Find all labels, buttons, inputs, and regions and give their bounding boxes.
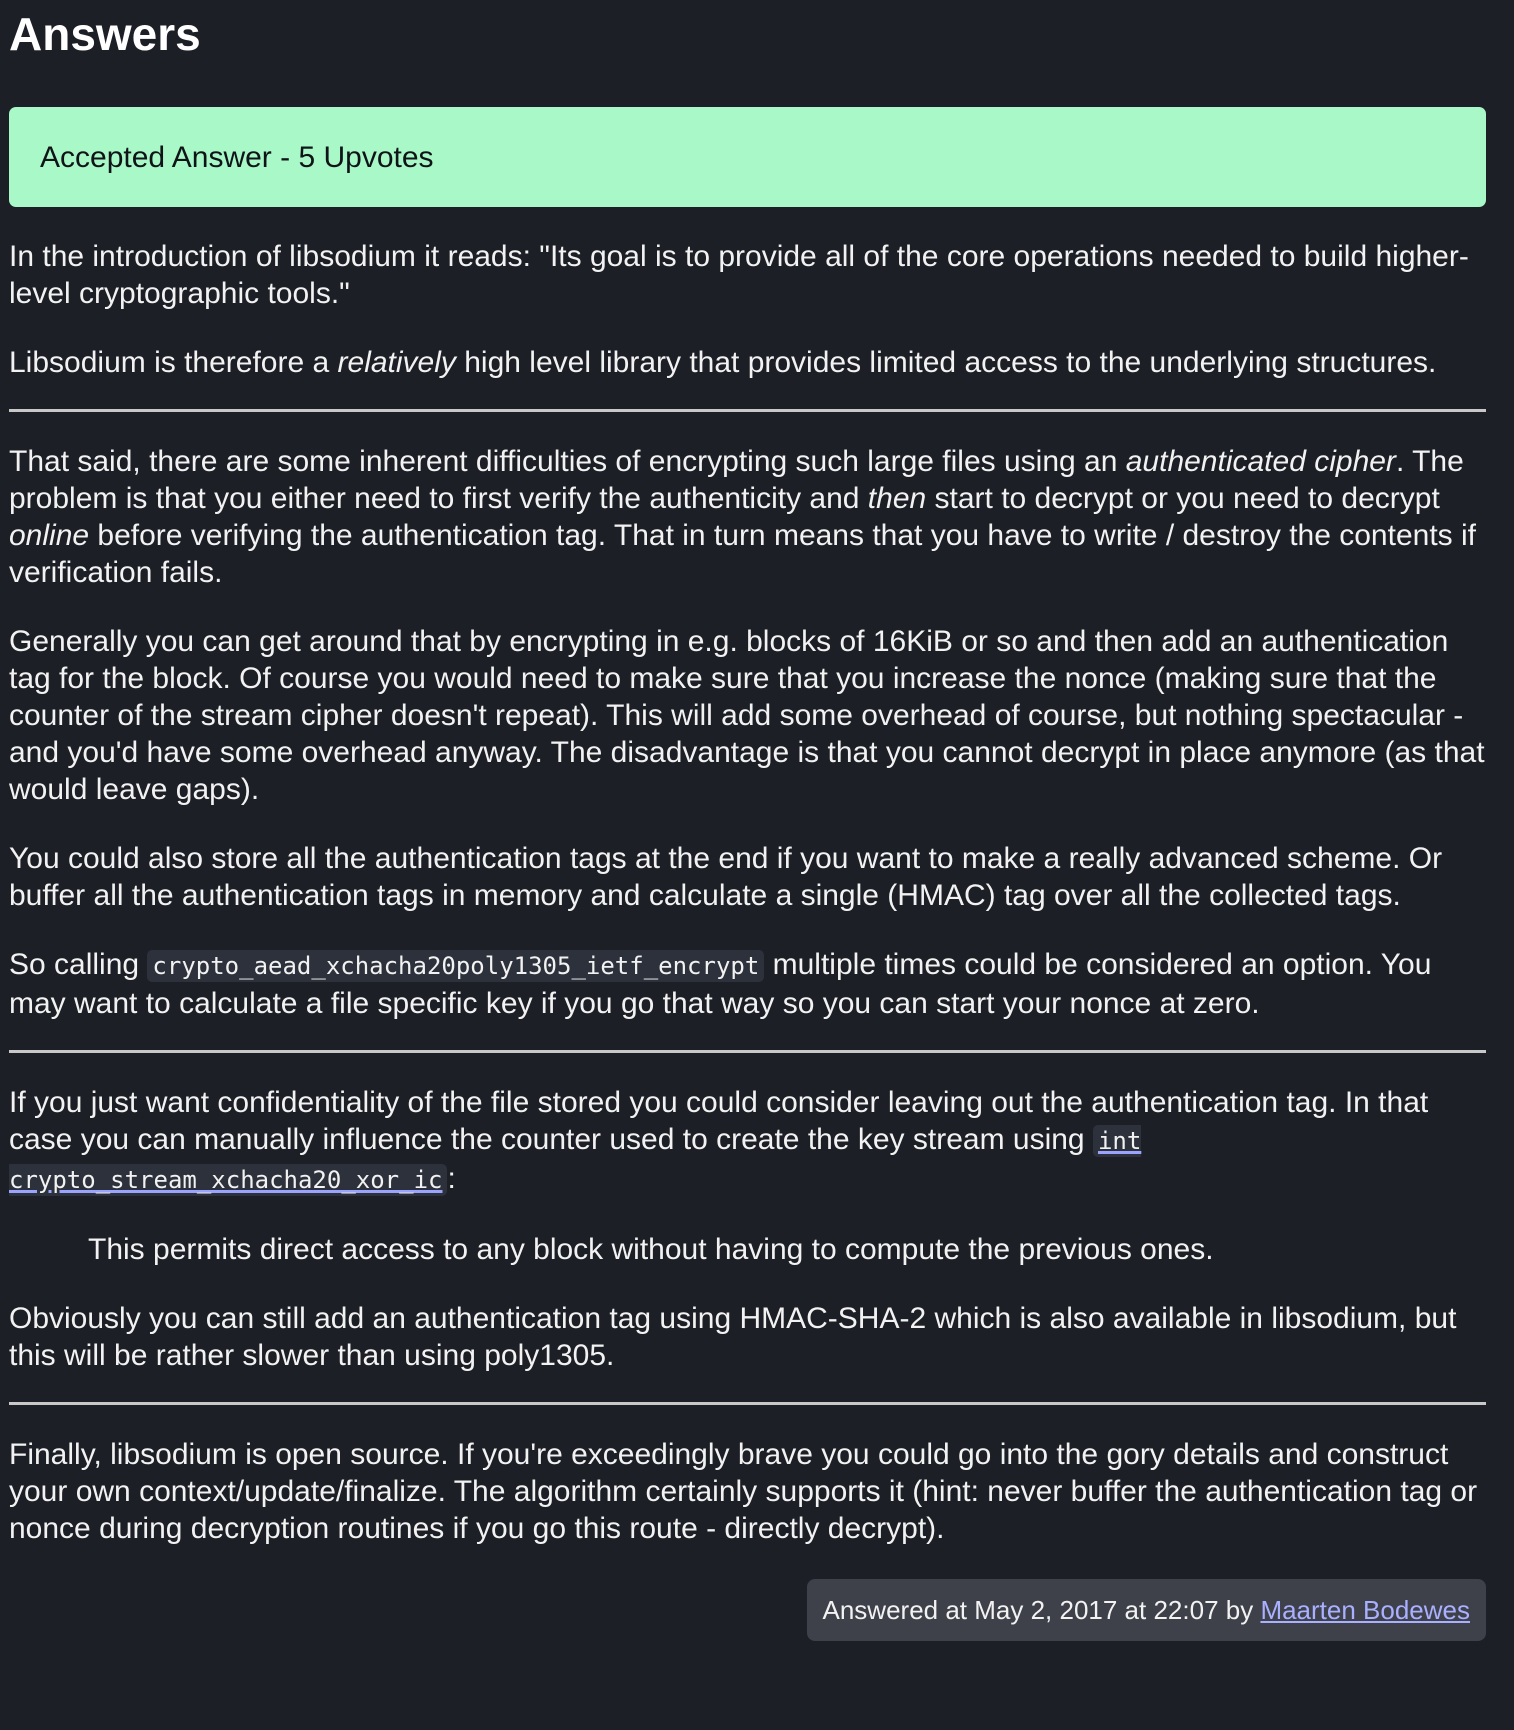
accepted-answer-banner [9,107,1486,207]
text-segment: high level library that provides limited access to the underlying structures. [455,346,1437,379]
paragraph-store-tags: You could also store all the authentication tags at the end if you want to make a really advanced scheme. Or buffer all the authentication tags in memory and calculate a single (HMAC) tag over all the collected tags. [9,842,1443,912]
text-segment: That said, there are some inherent difficulties of encrypting such large files using an [9,445,1126,478]
accepted-answer-label: Accepted Answer - 5 Upvotes [40,140,434,174]
text-segment: If you just want confidentiality of the file stored you could consider leaving out the authentication tag. In that case you can manually influence the counter used to create the key stream using [9,1086,1429,1156]
answered-meta: Answered at May 2, 2017 at 22:07 by [822,1594,1261,1625]
paragraph-blocks: Generally you can get around that by encrypting in e.g. blocks of 16KiB or so and then add an authentication tag for the block. Of course you would need to make sure that you increase the nonce (making sure that the counter of the stream cipher doesn't repeat). This will add some overhead of course, but nothing spectacular - and you'd have some overhead anyway. The disadvantage is that you cannot decrypt in place anymore (as that would leave gaps). [9,625,1485,806]
paragraph-hmac: Obviously you can still add an authentication tag using HMAC-SHA-2 which is also available in libsodium, but this will be rather slower than using poly1305. [9,1302,1457,1372]
emphasis-text: then [867,482,927,515]
emphasis-text: authenticated cipher [1125,445,1396,478]
answered-badge [807,1579,1487,1641]
emphasis-text: relatively [337,346,456,379]
author-link[interactable]: Maarten Bodewes [1260,1594,1470,1625]
paragraph-intro: In the introduction of libsodium it reads: "Its goal is to provide all of the core operations needed to build higher-level cryptographic tools." [9,240,1469,310]
text-segment: Libsodium is therefore a [9,346,338,379]
text-segment: multiple times could be considered an option. You may want to calculate a file specific key if you go that way so you can start your nonce at zero. [9,948,1432,1020]
inline-code: int crypto_stream_xchacha20_xor_ic [9,1127,1142,1194]
paragraph-open-source: Finally, libsodium is open source. If you're exceedingly brave you could go into the gory details and construct your own context/update/finalize. The algorithm certainly supports it (hint: never buffer the authentication tag or nonce during decryption routines if you go this route - directly decrypt). [9,1438,1478,1545]
text-segment: start to decrypt or you need to decrypt [926,482,1440,515]
blockquote: This permits direct access to any block without having to compute the previous ones. [88,1233,1214,1266]
text-segment: before verifying the authentication tag. That in turn means that you have to write / destroy the contents if verification fails. [9,519,1476,589]
divider [9,1402,1486,1405]
divider [9,409,1486,412]
divider [9,1050,1486,1053]
paragraph-difficulties [9,443,1486,591]
inline-code: crypto_aead_xchacha20poly1305_ietf_encrypt [147,950,764,982]
emphasis-text: online [9,519,90,552]
text-segment: . The problem is that you either need to first verify the authenticity and [9,445,1464,515]
paragraph-library-level [9,344,1486,381]
text-segment: So calling [9,948,148,981]
answer-footer [9,1579,1486,1641]
page-title: Answers [9,8,201,60]
answer-body [9,238,1486,1547]
text-segment: : [447,1162,456,1195]
paragraph-so-calling [9,946,1486,1022]
paragraph-confidentiality [9,1084,1486,1199]
